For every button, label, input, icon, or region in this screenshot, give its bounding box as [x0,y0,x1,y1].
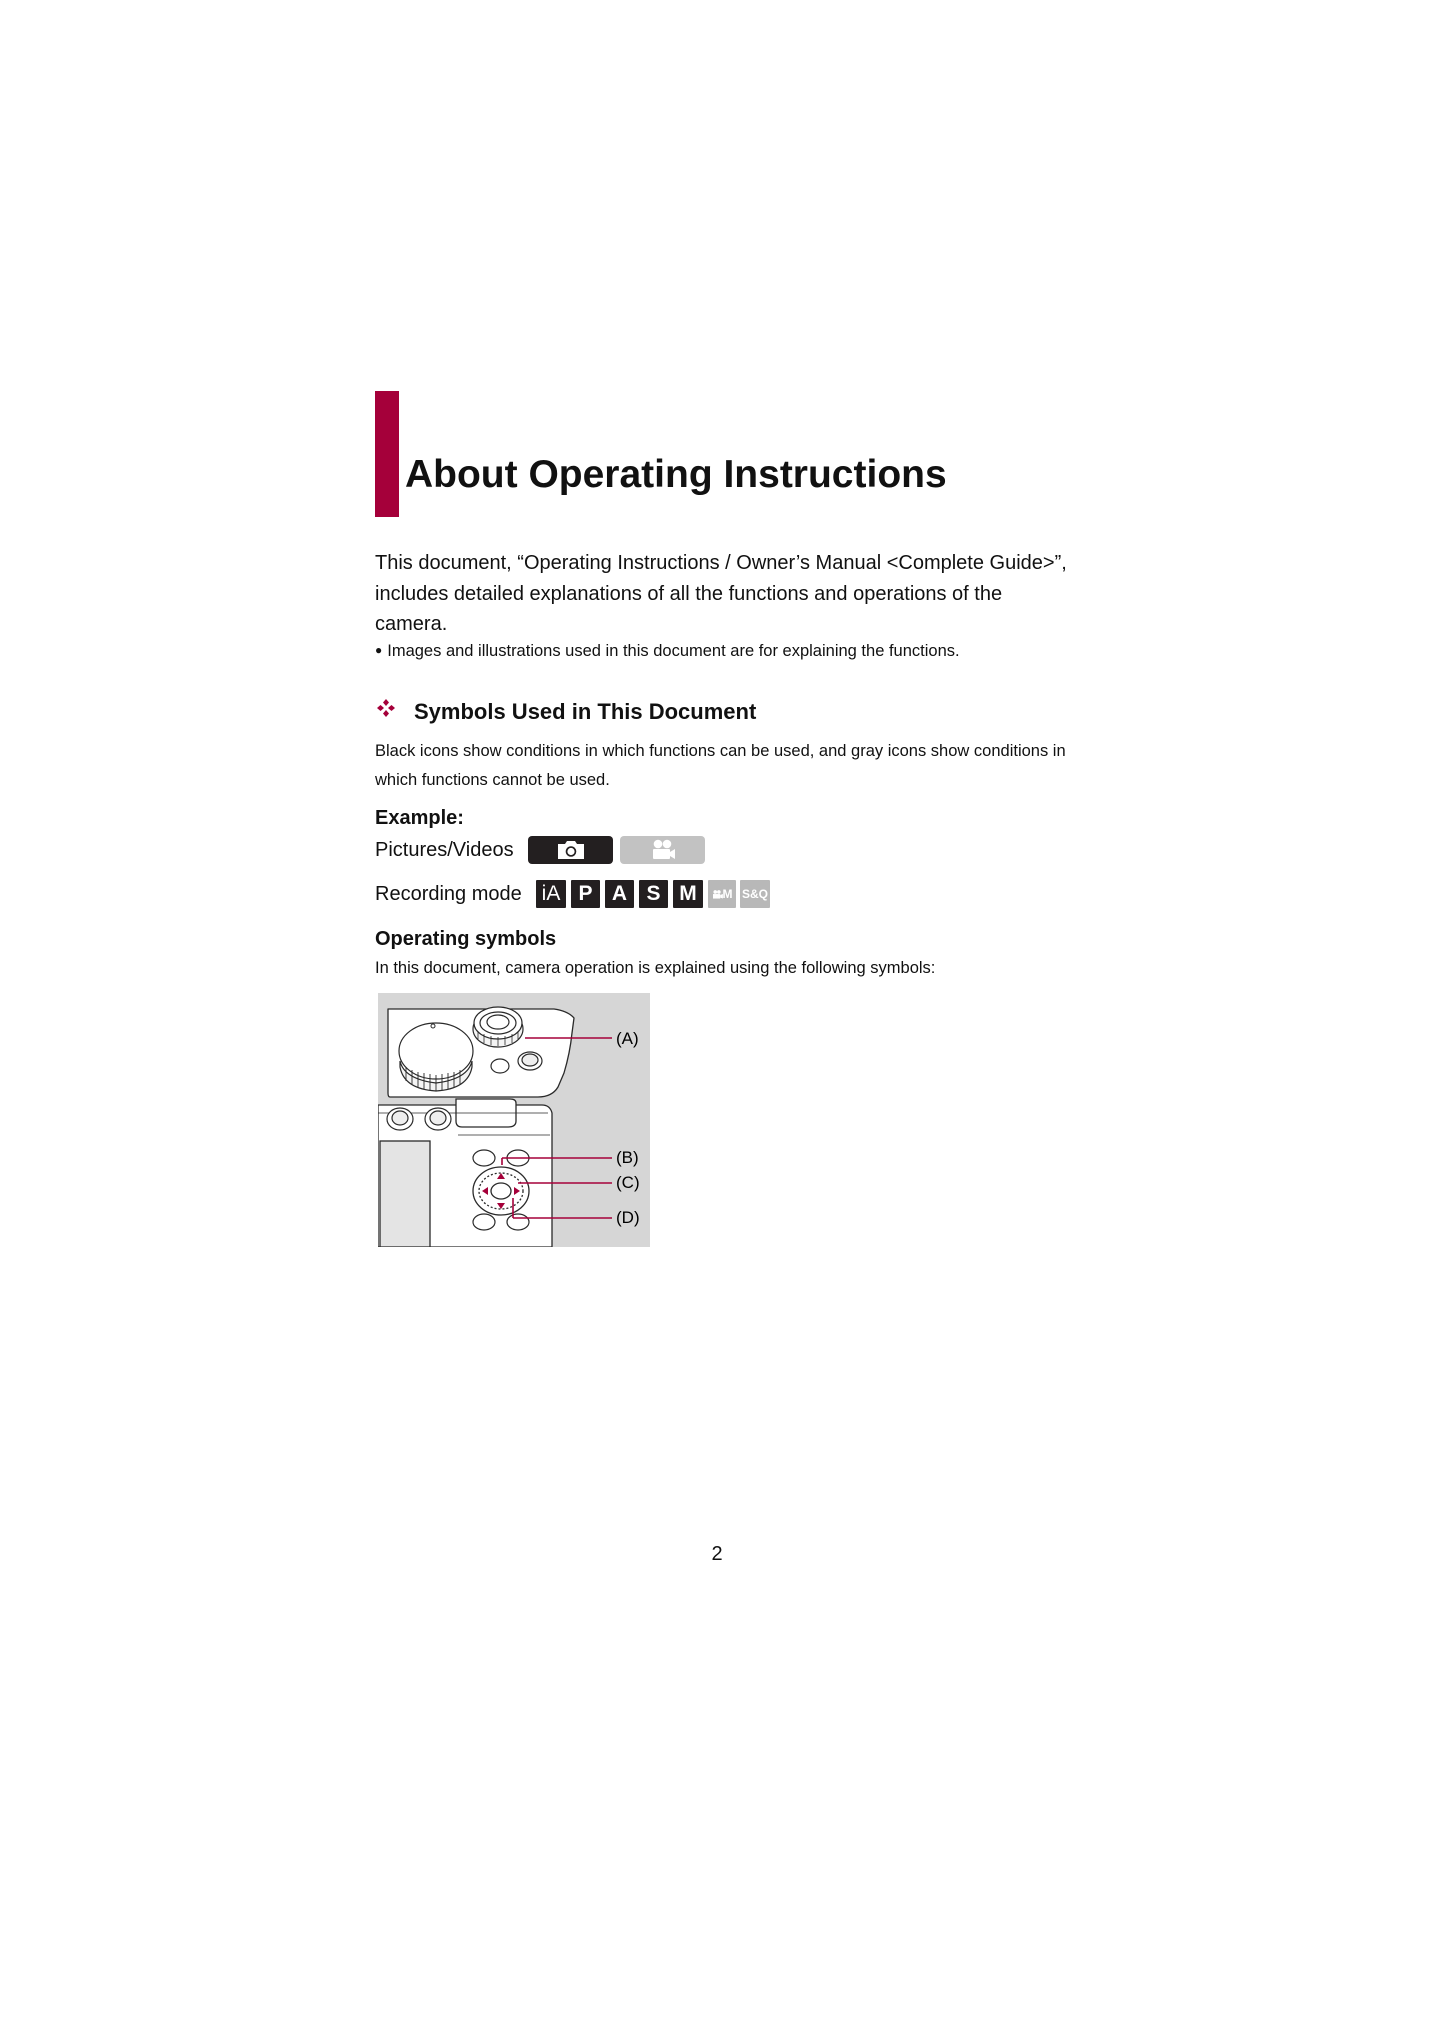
bullet-icon: ● [375,643,383,657]
mode-dial [399,1023,473,1091]
movie-camera-icon [712,890,723,899]
mode-s-icon: S [639,880,668,908]
symbols-heading: Symbols Used in This Document [414,699,757,724]
mode-m-icon: M [673,880,703,908]
camera-rear-illustration [378,993,650,1247]
mode-p-icon: P [571,880,600,908]
callout-c: (C) [616,1173,640,1192]
mode-ia-icon: iA [536,880,566,908]
recording-mode-label: Recording mode [375,883,522,905]
bullet-note-text: Images and illustrations used in this document are for explaining the functions. [387,642,960,660]
title-accent-bar [375,391,399,517]
callout-b: (B) [616,1148,639,1167]
rear-dial-a [473,1007,523,1047]
operating-symbols-heading: Operating symbols [375,928,557,950]
mode-sq-icon: S&Q [740,880,770,908]
mode-movie-m-icon [708,880,736,908]
mode-movie-m-label: M [722,887,733,901]
symbols-description: Black icons show conditions in which functions can be used, and gray icons show conditions in which functions cannot be used. [375,742,1066,789]
bullet-note [375,642,960,661]
video-mode-icon [620,836,705,864]
example-label: Example: [375,807,464,829]
photo-mode-icon [528,836,613,864]
operating-symbols-description: In this document, camera operation is explained using the following symbols: [375,959,936,977]
pictures-videos-label: Pictures/Videos [375,839,514,861]
movie-camera-icon [647,838,679,862]
diamond-bullet-icon [376,698,396,718]
callout-d: (D) [616,1208,640,1227]
page-title: About Operating Instructions [405,453,947,496]
intro-paragraph: This document, “Operating Instructions / Owner’s Manual <Complete Guide>”, includes detailed explanations of all the functions and operations of the camera. [375,552,1067,635]
page-number: 2 [711,1543,723,1565]
camera-icon [555,839,587,861]
callout-a: (A) [616,1029,639,1048]
mode-a-icon: A [605,880,634,908]
